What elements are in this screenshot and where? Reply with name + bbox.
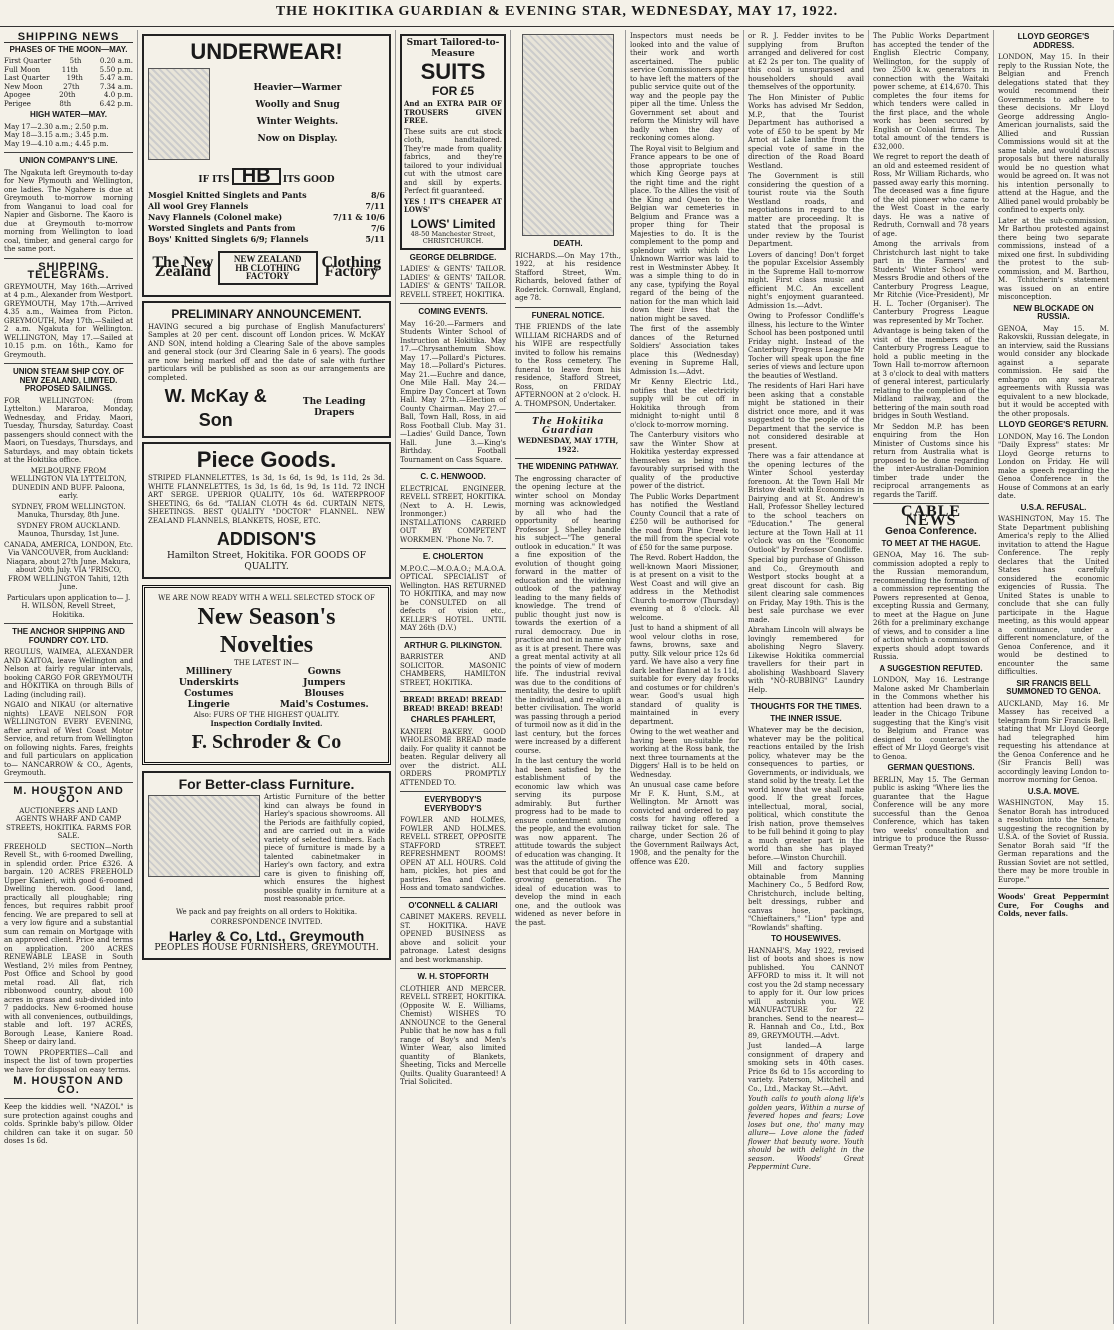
col7-text-4: Advantage is being taken of the visit of the members of the Canterbury Progress League to hold a public meeting in the Town Hall to-morrow afternoon at 3 o'clock to deal with matters of general interest, particularly relating to the completion of the Midland railway, and the bettering of the main south road bridges in South Westland. [873,327,989,420]
column-7 [869,30,994,1324]
novelty-item: Jumpers [303,678,346,688]
particulars-text: Particulars upon application to— J. H. WILSON, Revell Street, Hokitika. [6,593,131,619]
preliminary-ad [142,301,391,439]
col5-text-3: The first of the assembly dances of the Returned Soldiers' Association takes place this (Wednesday) evening in Supreme Hall, Admission 1s.—Advt. [630,325,739,376]
usscoy-heading: UNION STEAM SHIP COY. OF NEW ZEALAND, LIMITED. PROPOSED SAILINGS. [13,367,124,393]
paper-title: The Hokitika Guardian [531,415,605,436]
oconnell-text: CABINET MAKERS. REVELL ST. HOKITIKA. HAVE OPENED BUSINESS as above and solicit your patronage. Latest designs and best workmanship. [400,913,506,964]
suggestion-heading: A SUGGESTION REFUTED. [879,663,983,673]
man-illustration [148,68,210,160]
blockade-heading: NEW BLOCKADE ON RUSSIA. [1013,303,1094,321]
furniture-title: For Better-class Furniture. [178,776,355,792]
underwear-line: Woolly and Snug [255,100,340,110]
underwear-line: Winter Weights. [256,117,339,127]
novelties-invite: Inspection Cordially Invited. [210,718,323,728]
telegrams-text: GREYMOUTH, May 16th.—Arrived at 4 p.m., Alexander from Westport. GREYMOUTH, May 17th.—Arrived 4.35 a.m., Waimea from Picton. GREYMOUTH, May 17th.—Sailed at 2 a.m. Ngakuta for Wellington. WELLINGTON, May 17.—Sailed at 10.15 p.m. on 16th., Kamo for Greymouth. [4,282,133,359]
cholerton-heading: E. CHOLERTON [422,552,484,561]
col5-text-6: The Public Works Department has notified the Westland County Council that a rate of £250 will be authorised for the road from Pine Creek to the mill from the special vote of £50 for the same purpose. [630,492,739,552]
novelty-item: Costumes [184,689,234,699]
price-item: Navy Flannels (Colonel make) 7/11 & 10/6 [148,212,385,222]
novelties-also: Also: FURS OF THE HIGHEST QUALITY. [193,711,340,719]
hb-left-text: IF ITS [198,175,230,185]
column-4 [511,30,626,1324]
farms-text: FREEHOLD SECTION—North Revell St., with 6-roomed Dwelling, in splendid order. Price £326. A bargain. 120 ACRES FREEHOLD Upper Kanieri, with good 6-roomed Dwelling thereon. Good land, practically all ploughable; ring fences, but requires rabbit proof fencing. We are prepared to sell at a very low figure and a substantial sum can remain on Mortgage with an approved client. Price and terms on application. 200 ACRES RENEWABLE LEASE in South Westland, 2½ miles from Pentney, Post Office and School by good metal road. All flat, rich ribbonwood country, about 100 acres in grass and sub-divided into 7 paddocks. New 6-roomed house with all conveniences, outbuildings, stable and loft. 197 ACRES, Borough Lease, Kaniere Road. Sheep or dairy land. [4,842,133,1046]
phases-table [4,57,133,108]
novelty-item: Underskirts [178,678,239,688]
col6-text-1: or R. J. Fedder invites to be supplying from Brufton arranged and delivered for cost at £2 2s per ton. The quality of this coal is unsurpassed and householders should avail themselves of the opportunity. [748,32,864,91]
nz-right: Clothing Factory [321,254,382,280]
blockade-text: GENOA, May 15. M. Rakovskii, Russian delegate, in an interview, said the Russians would consider any blockade against a separate commission. He said the embargo on any separate agreements with Russia was equivalent to a new blockade, but it would be accepted with the other proposals. [998,324,1109,418]
col5-text-10: An unusual case came before Mr F. K. Hunt, S.M., at Wellington. Mr Arnott was convicted and ordered to pay costs for having offered a railway ticket for sale. The charge, under Section 26 of the Government Railways Act, 1908, and the penalty for the offence was £20. [630,781,739,866]
furniture-text: Artistic Furniture of the better kind can always be found in Harley's spacious showrooms. All the Periods are faithfully copied, and are carried out in a wide variety of selected timbers. Each piece of furniture is made by a talented cabinetmaker in Harley's own factory, and extra care is given to finishing off, which ensures the highest possible quality in furniture at a most reasonable price. [264,793,385,903]
col5-text-2: The Royal visit to Belgium and France appears to be one of those appropriate touches which King George pays at the right time and the right place. To the Allies the visit of the King and Queen to the Belgian war cemeteries in Belgium and France was a proper thing for Their Majesties to do. It is the complement to the pomp and splendour with which the Unknown Warrior was laid to rest in Westminster Abbey. It was a simple thing to do in any case, typifying the Royal regard of the being of the nation for the man which laid down their lives that the nation might be saved. [630,144,739,323]
suits-ad [400,34,506,250]
high-water-row: May 18—3.15 a.m.; 3.45 p.m. [4,131,109,139]
funeral-heading: FUNERAL NOTICE. [531,310,605,320]
col5-text-7: The Revd. Robert Haddon, the well-known Maori Missioner, is at present on a visit to the West Coast and will give an address in the Methodist Church to-morrow (Thursday) evening at 8 o'clock. All welcome. [630,554,739,622]
column-6 [744,30,869,1324]
henwood-heading: C. C. HENWOOD. [420,472,486,481]
novelty-item: Gowns [307,667,341,677]
hb-logo: HB [232,168,281,185]
canada-text: CANADA, AMERICA, LONDON, Etc. Via VANCOUVER, from Auckland: Niagara, about 27th June. Makura, about 20th July. VIA 'FRISCO, FROM WELLINGTON Tahiti, 12th June. [4,540,133,591]
sydney-text: SYDNEY, FROM WELLINGTON. Manuka, Thursday, 8th June. [11,502,126,519]
stopforth-text: CLOTHIER AND MERCER. REVELL STREET, HOKITIKA. (Opposite W. E. Williams, Chemist) WISHES TO ANNOUNCE to the General Public that he now has a full range of Boy's and Men's Winter Wear, also limited quantity of Blankets, Sheeting, Ticks and Mercelle Quilts. Quality Guaranteed! A Trial Solicited. [400,984,506,1086]
bread-text: BREAD! BREAD! BREAD! BREAD! BREAD! BREAD! [403,695,503,713]
houston-heading: M. HOUSTON AND CO. [13,784,124,805]
mill-text: Mill and factory supplies obtainable from Manning Machinery Co., 5 Bedford Row, Christchurch, include belting, belt dressings, rubber and canvas hose, packings, "Chieftainers," "Lion" type and "Rowlands" shafting. [748,864,864,932]
price-item: Mosgiel Knitted Singlets and Pants 8/6 [148,190,385,200]
preliminary-title: PRELIMINARY ANNOUNCEMENT. [171,306,362,321]
novelty-item: Blouses [304,689,344,699]
usa-heading: U.S.A. REFUSAL. [1020,502,1087,512]
funeral-text: THE FRIENDS of the late WILLIAM RICHARDS and of his WIFE are respectfully invited to follow his remains to the Ross cemetery. The funeral to leave from his residence, Stafford Street, Ross, on FRIDAY AFTERNOON at 2 o'clock. H. A. THOMPSON, Undertaker. [515,323,621,408]
addison-name: ADDISON'S [216,529,317,549]
suggestion-text: LONDON, May 16. Lestrange Malone asked Mr Chamberlain in the Commons whether his attention had been drawn to a leader in the Chicago Tribune suggesting that the King's visit to Belgium and France was designed to counteract the effect of Mr Lloyd George's visit to Genoa. [873,676,989,761]
harley-sub: PEOPLES HOUSE FURNISHERS, GREYMOUTH. [154,942,379,953]
shipping-heading: SHIPPING NEWS [4,33,133,43]
col6-text-9: Abraham Lincoln will always be lovingly remembered for abolishing Negro Slavery. Likewise Hokitika commercial travellers for their part in abolishing Washboard Slavery with "NO-RUBBING" Laundry Help. [748,626,864,694]
high-water-row: May 17—2.30 a.m.; 2.50 p.m. [4,122,109,131]
thoughts-text: Whatever may be the decision, whatever may be the political reactions entailed by the Irish policy, whatever may be the consequences to parties, or Governments, or individuals, we stand solid by the treaty. Let the world know that we shall make good. If the great forces, intellectual, moral, social, political, which constitute the Irish nation, prove themselves to be full behind it going to play a much greater part in the world than she has played before.—Winston Churchill. [748,726,864,862]
underwear-lines [210,77,385,151]
tobacco-text: Just landed—A large consignment of drapery and smoking sets in 40th cases. Price 8s 6d to 15s according to variety. Paterson, Mitchell and Co., Ltd., Mackay St.—Advt. [748,1042,864,1093]
column-5 [626,30,744,1324]
novelty-item: Lingerie [187,700,230,710]
novelties-pre: WE ARE NOW READY WITH A WELL SELECTED STOCK OF [158,594,375,602]
phase-row: Perigee 8th 6.42 p.m. [4,99,133,108]
anchor-text: REGULUS, WAIMEA, ALEXANDER AND KAITOA, leave Wellington and Nelson at fairly regular intervals, booking CARGO FOR GREYMOUTH and HOKITIKA on through Bills of Lading (including rail). [4,648,133,699]
stopforth-heading: W. H. STOPFORTH [417,972,489,981]
editorial-text-2: In the last century the world had been satisfied by the establishment of the economic law which was serving its purpose admirably. But further progress had to be made to ensure contentment among the people, and the evolution was now apparent. The attitude towards the subject of education was changing. It was the attitude of giving the best that could be got for the growing generation. The ideal of education was to develop the mind in each one, and the outlook was widened as never before in the past. [515,757,621,927]
mckay-name: W. McKay & Son [164,386,267,430]
phase-row: Last Quarter 19th 5.47 a.m. [4,74,133,82]
lows-addr: 48-50 Manchester Street, CHRISTCHURCH. [410,229,496,245]
everybody-text: FOWLER AND HOLMES, FOWLER AND HOLMES. REVELL STREET, OPPOSITE STAFFORD STREET. REFRESHMENT ROOMS! OPEN AT ALL HOURS. Cold ham, pickles, hot pies and pastries. Tea and Coffee. Hoss and tomato sandwiches. [400,816,506,892]
melbourne-text: MELBOURNE FROM WELLINGTON VIA LYTTELTON, DUNEDIN AND BUFF. Paloona, early. [10,466,127,500]
housewives-heading: TO HOUSEWIVES. [771,934,841,943]
column-2 [138,30,396,1324]
col6-text-8: Special big purchase of Ghisson and Co., Greymouth and Westport stocks bought at a great discount for cash. Big silent clearing sale commences on Friday, May 19th. This is the best sale purchase we ever made. [748,556,864,624]
col8-footer: Woods' Great Peppermint Cure, For Coughs and Colds, never fails. [998,892,1109,918]
suits-price: FOR £5 [431,84,474,98]
suits-cheaper: YES ! IT'S CHEAPER AT LOWS' [404,196,502,214]
novelties-latest: THE LATEST IN— [234,658,299,667]
union-heading: UNION COMPANY'S LINE. [19,156,118,165]
verse-text: Youth calls to youth along life's golden years, Within a nurse of fevered hopes and fears; Love loses but one, tho' many may allure— Love alone the faded flower that beauty wore. Youth should be with delight in the season. Woods' Great Peppermint Cure. [748,1095,864,1171]
col6-text-6: The residents of Hari Hari have been asking that a constable might be stationed in their district once more, and it was suggested to the people of the Department that the service is not considered desirable at present. [748,382,864,450]
nikau-text: NGAIO and NIKAU (or alternative nights) LEAVE NELSON FOR WELLINGTON EVERY EVENING, after arrival of West Coast Motor Service, and return from Wellington on following nights. Fares, freights and full particulars on application to— NANCARROW & CO., Agents, Greymouth. [4,701,133,777]
mckay-sub: The Leading Drapers [302,397,366,418]
novelties-title: New Season's Novelties [197,603,336,658]
union-text: The Ngakuta left Greymouth to-day for New Plymouth and Wellington, one ladies. The Ngahere is due at Greymouth to-morrow morning from Wanganui to load coal for Napier and Gisborne. The Kaoro is due at Greymouth to-morrow morning from Wellington to load coal, timber, and general cargo for the same port. [4,168,133,253]
german-heading: GERMAN QUESTIONS. [887,763,975,772]
suits-text: These suits are cut stock cloth, handtailored. They're made from quality fabrics, and they're tailored to your individual cut with the utmost care and skill by experts. Perfect fit guaranteed. [404,127,502,195]
col5-text-8: Just to hand a shipment of all wool velour cloths in rose, fawns, browns, saxe and putty. Silk velour price 12s 6d yard. We have also a very fine dark leather flannel at 1s 11d, suitable for every day frocks and costumes or for children's wear. Good's usual high standard of quality is maintained in every department. [630,624,739,726]
col5-text-5: The Canterbury visitors who saw the Winter Show at Hokitika yesterday expressed themselves as being most favourably surprised with the quality of the productive power of the district. [630,431,739,490]
pfahlert-heading: CHARLES PFAHLERT, [410,715,496,724]
col6-text-5: Owing to Professor Condliffe's illness, his lecture to the Winter School has been postponed until Friday night. Instead of the Canterbury Progress League Mr Tocher will speak upon the fine series of views and lecture upon the beauties of Westland. [748,312,864,380]
phases-heading: PHASES OF THE MOON—MAY. [9,44,128,54]
editorial-heading: THE WIDENING PATHWAY. [517,462,619,471]
editorial-text: The engrossing character of the opening lecture at the winter school on Monday morning was acknowledged by all who had the opportunity of hearing Professor J. Shelley handle his subject—"The general outlook in education." It was a fine exposition of the evolution of thought going forward in the matter of education and the widening outlook of the pathway leading to the many fields of knowledge. The trend of public thought just now is towards the exertion of a rural democracy. Due in practice and not in name only as it is at present. There was a great mental activity at all the points of view of modern life. The industrial revival was due to the conditions of mentality, the desire to uplift the individual, and re-align a better civilisation. The world was passing through a period of turmoil now as it did in the last century, but the forces were increased by a different course. [515,474,621,755]
suits-sub: And an EXTRA PAIR OF TROUSERS GIVEN FREE. [404,99,502,125]
usa-move-text: WASHINGTON, May 15. Senator Borah has introduced a resolution into the Senate, suggesting the recognition by U.S.A. of the Soviet of Russia. Senator Borah said "If the German reparations and the Russian Soviet are not settled, there may be more trouble in Europe." [998,799,1109,884]
underwear-line: Heavier—Warmer [253,83,342,93]
death-text: RICHARDS.—On May 17th., 1922, at his residence Stafford Street, Wm. Richards, beloved father of Roderick. Cornwall, England, age 78. [515,251,621,302]
lgr-heading: LLOYD GEORGE'S RETURN. [998,420,1109,429]
col5-text-9: Owing to the wet weather and having been un-suitable for working at the Ross bank, the next three tournaments at the Diggers' Hall is to be held on Wednesday. [630,728,739,779]
col6-text-2: The Hon Minister of Public Works has advised Mr Seddon, M.P., that the Tourist Department has authorised a vote of £50 to be spent by Mr Arnot at Lake Ianthe from the special vote of same in the direction of the Road Board Westland. [748,93,864,170]
col7-text-1: The Public Works Department has accepted the tender of the English Electric Company, Wellington, for the supply of two 2500 k.w. generators in connection with the Waitaki power scheme, at £14,670. This completes the four items for which tenders were called in the first place, and the whole work has been secured by English or Colonial firms. The total amount of the tenders is £32,000. [873,32,989,151]
usa-move-heading: U.S.A. MOVE. [1027,786,1080,796]
delbridge-text: LADIES' & GENTS' TAILOR. LADIES' & GENTS' TAILOR. LADIES' & GENTS' TAILOR. REVELL STREET, HOKITIKA. [400,265,506,299]
death-heading: DEATH. [553,239,583,248]
column-1 [0,30,138,1324]
column-3 [396,30,511,1324]
events-text: May 16-20.—Farmers and Students Winter School of Instruction at Hokitika. May 17.—Chrysanthemum Show. May 17.—Pollard's Pictures. May 18.—Pollard's Pictures. May 21.—Euchre and dance, One Mile Hall. May 24.—Empire Day Concert at Town Hall. May 27th.—Election of County Chairman. May 27.—Ball, Town Hall, Ross, in aid Ross Football Club. May 31.—Ladies' Guild Dance, Town Hall. June 3.—King's Birthday. Football Tournament on Cass Square. [400,319,506,464]
phase-row: First Quarter 5th 0.20 a.m. [4,57,133,65]
column-8 [994,30,1114,1324]
phase-row: New Moon 27th 7.34 a.m. [4,82,133,91]
genoa-text: GENOA, May 16. The sub-commission adopted a reply to the Russian memorandum, recommending the formation of a commission representing the Powers represented at Genoa, excepting Russia and Germany, to meet at the Hague on June 26th for a preliminary exchange of views, and to consider a line of action which a commission of experts should adopt towards Russia. [873,551,989,661]
usa-text: WASHINGTON, May 15. The State Department publishing America's reply to the Allied invitation to attend the Hague Conference. The reply declares that the United States has carefully considered the economic exigencies of Russia. The United States is unable to conclude that she can fully participate in the Hague meeting, as this would appear a continuance, under a different nomenclature, of the Genoa Conference, and it would be destined to encounter the same difficulties. [998,515,1109,676]
underwear-line: Now on Display. [257,134,338,144]
lows-name: LOWS' Limited [410,216,496,231]
german-text: BERLIN, May 15. The German public is asking "Where lies the guarantee that the Hague Conference will be any more successful than the Genoa Conference, which has taken two weeks' consultation and intrigue to produce the Russo-German Treaty?" [873,775,989,852]
masthead: THE HOKITIKA GUARDIAN & EVENING STAR, WEDNESDAY, MAY 17, 1922. [0,4,1114,27]
novelties-ad [142,585,391,765]
auckland-text: SYDNEY FROM AUCKLAND. Maunoa, Thursday, 1st June. [16,521,121,538]
underwear-ad [142,34,391,297]
genoa-heading: Genoa Conference. [885,526,977,537]
novelties-grid [151,667,382,711]
nz-logo: NEW ZEALAND HB CLOTHING FACTORY [218,251,318,285]
col5-text-1: Inspectors must needs be looked into and the value of their work and worth ascertained. The public service Commissioners appear to have left the matters of the public service quite out of the way and the people pay the piper all the time. Unless the Government set about and reform the Ministry will have badly when the day of reckoning comes along. [630,32,739,142]
sfb-heading: SIR FRANCIS BELL SUMMONED TO GENOA. [1006,678,1101,696]
thoughts-sub: THE INNER ISSUE. [770,713,842,723]
hb-right-text: ITS GOOD [282,175,335,185]
lg-text-2: Later at the sub-commission, Mr Barthou protested against there being two separate commissions, instead of a mixed one first. In subdividing the protest to the sub-commission, and M. Barthou, M. Tchitcherin's statement was issued on an entire misconception. [998,216,1109,301]
henwood-text: ELECTRICAL ENGINEER. REVELL STREET, HOKITIKA. (Next to A. H. Lewis, Ironmonger.) INSTALLATIONS CARRIED OUT BY COMPETENT WORKMEN. 'Phone No. 7. [400,484,506,544]
dining-room-illustration [148,795,260,877]
furniture-ad [142,771,391,960]
nazol-text: Keep the kiddies well. "NAZOL" is sure protection against coughs and colds. Sprinkle baby's pillow. Older children can take it on sugar. 50 doses 1s 6d. [4,1103,133,1145]
piece-goods-text: STRIPED FLANNELETTES, 1s 3d, 1s 6d, 1s 9d, 1s 11d, 2s 3d. WHITE FLANNELETTES, 1s 3d, 1s 6d, 1s 9d, 1s 11d. 72 INCH ART SERGE. UPERIOR QUALITY, 10s 6d. WATERPROOF SHEETING, 6s 6d. "TALIAN CLOTH 4s 6d. CURTAIN NETS, SHEETINGS. BEST QUALITY "DOCTOR" FLANNEL. NEW ZEALAND FLANNELS, BLANKETS, HOSE, ETC. [148,474,385,525]
genoa-sub: TO MEET AT THE HAGUE. [881,538,981,548]
preliminary-text: HAVING secured a big purchase of English Manufacturers' Samples at 20 per cent. discount off London prices. W. McKAY AND SON, intend holding a Clearing Sale of the above samples and general stock (our 3rd Clearing Sale in 6 years). The goods are now being marked off and the date of sale with further particulars will be published as soon as our arrangements are completed. [148,322,385,382]
price-item: Worsted Singlets and Pants from 7/6 [148,223,385,233]
pfahlert-text: KANIERI BAKERY. GOOD WHOLESOME BREAD made daily. For quality it cannot be beaten. Regular delivery all over the district. ALL ORDERS PROMPTLY ATTENDED TO. [400,727,506,787]
high-water-list [4,123,133,149]
paper-date: WEDNESDAY, MAY 17TH, 1922. [517,436,619,454]
piece-goods-title: Piece Goods. [196,447,337,472]
novelty-item: Maid's Costumes. [279,700,369,710]
harley-name: Harley & Co, Ltd., Greymouth [168,927,365,944]
cable-heading: CABLE NEWS [900,503,962,529]
underwear-title: UNDERWEAR! [190,39,343,64]
delbridge-heading: GEORGE DELBRIDGE. [409,252,497,262]
col7-text-5: Mr Seddon M.P. has been enquiring from the Hon Minister of Customs since his return from Australia what is proposed to be done regarding the inter-Australian-Dominion timber trade under the reciprocal arrangements as regards the Tariff. [873,422,989,499]
price-item: All wool Grey Flannels 7/11 [148,201,385,211]
housewives-text: HANNAH'S, May 1922, revised list of boots and shoes is now published. You CANNOT AFFORD to miss it. It will not cost you the 2d stamp necessary to apply for it. Our low prices will astonish you. WE MANUFACTURE for 22 branches. Send to the nearest—R. Hannah and Co., Ltd., Box 89, GREYMOUTH.—Advt. [748,946,864,1040]
thoughts-heading: THOUGHTS FOR THE TIMES. [750,702,862,711]
col7-text-2: We regret to report the death of an old and esteemed resident of Ross, Mr William Richards, who passed away early this morning. The deceased was a fine figure of the old pioneer who came to the West Coast in the early days. He was a native of Redruth, Cornwall and 78 years of age. [873,153,989,238]
houston-heading-2: M. HOUSTON AND CO. [13,1075,124,1096]
oconnell-heading: O'CONNELL & CALIARI [408,900,498,910]
high-water-row: May 19—4.10 a.m.; 4.45 p.m. [4,139,109,148]
novelty-item: Millinery [185,667,232,677]
suit-man-illustration [522,34,614,236]
col5-text-4: Mr Kenny Electric Ltd., notifies that the electricity supply will be cut off in Hokitika through from midnight to-night until 8 o'clock to-morrow morning. [630,378,739,429]
lg-text: LONDON, May 15. In their reply to the Russian Note, the Belgian and French delegations stated that they would recommend their Governments to adhere to these decisions. Mr Lloyd George addressing Anglo-American journalists, said the Allied and Russian Commissions would sit at the same table, and would discuss proposals but there naturally would be no question what would be agreed on. It was not his intention personally to attend at the Hague, and the Allied panel would probably be confined to experts only. [998,53,1109,214]
telegrams-heading: SHIPPING TELEGRAMS. [27,260,110,281]
suits-title: SUITS [420,59,486,84]
harley-note: We pack and pay freights on all orders to Hokitika. [175,907,358,916]
pilkington-heading: ARTHUR G. PILKINGTON. [403,640,503,650]
phase-row: Apogee 20th 4.0 p.m. [4,91,133,99]
col6-text-7: There was a fair attendance at the opening lectures of the Winter School yesterday forenoon. At the Town Hall Mr Bristow dealt with Economics in Dairying and at St. Andrew's Hall, Professor Shelley lectured to the school teachers on "Education." The general lecture at the Town Hall at 11 o'clock was on the "Economic Outlook" by Professor Condliffe. [748,452,864,554]
high-water-heading: HIGH WATER—MAY. [30,110,107,119]
sfb-text: AUCKLAND, May 16. Mr Massey has received a telegram from Sir Francis Bell, stating that Mr Lloyd George had telegraphed him requesting his attendance at the Genoa Conference and he (Sir Francis Bell) was accordingly leaving London to-morrow morning for Genoa. [998,699,1109,784]
phase-row: Full Moon 11th 5.50 p.m. [4,65,133,74]
nz-left: The New Zealand [152,254,214,280]
harley-corr: CORRESPONDENCE INVITED. [210,918,323,926]
col6-text-3: The Government is still considering the question of a tourist route via the South Westland roads, and negotiations in regard to the matter are proceeding. It is stated that the proposal is under review by the Tourist Department. [748,172,864,248]
schroder-name: F. Schroder & Co [191,731,342,753]
price-list [148,190,385,245]
piece-goods-ad [142,442,391,579]
suits-pre: Smart Tailored-to-Measure [406,38,500,59]
pilkington-text: BARRISTER AND SOLICITOR. MASONIC CHAMBERS, HAMILTON STREET, HOKITIKA. [400,653,506,687]
usscoy-text: FOR WELLINGTON: (from Lyttelton.) Mararoa, Monday, Wednesday, and Friday. Maori, Tuesday, Thursday, Saturday. Coast passengers should connect with the Maori, on Tuesdays, Thursdays, and Saturdays, and may obtain tickets at the Hokitika office. [4,396,133,464]
col7-text-3: Among the arrivals from Christchurch last night to take part in the Farmers' and Students' Winter School were Messrs Brodie and others of the Canterbury Progress League, Mr Ritchie (Vice-President), Mr H. L. Tocher (Organiser). The Canterbury Progress League was represented by Mr Tocher. [873,240,989,325]
cholerton-text: M.P.O.C.—M.O.A.O.; M.A.O.A. OPTICAL SPECIALIST of Wellington. HAS RETURNED TO HOKITIKA, and may now be CONSULTED on all defects of vision etc., KELLER'S HOTEL. UNTIL MAY 26th (D.V.) [400,564,506,632]
lg-heading: LLOYD GEORGE'S ADDRESS. [1017,32,1090,50]
anchor-heading: THE ANCHOR SHIPPING AND FOUNDRY COY. LTD. [12,627,125,645]
town-text: TOWN PROPERTIES—Call and inspect the list of town properties we have for disposal on easy terms. [4,1048,133,1074]
everybody-heading: EVERYBODY'S EVERYBODY'S [424,795,482,813]
price-item: Boys' Knitted Singlets 6/9; Flannels 5/11 [148,234,385,244]
lgr-text: LONDON, May 16. The London "Daily Express" states: Mr Lloyd George returns to London on Friday. He will make a speech regarding the Genoa Conference in the House of Commons at an early date. [998,432,1109,500]
houston-sub: AUCTIONEERS AND LAND AGENTS WHARF AND CAMP STREETS, HOKITIKA. FARMS FOR SALE. [6,806,131,840]
col6-text-4: Lovers of dancing! Don't forget the popular Excelsior Assembly in the Supreme Hall to-morrow night. First class music and efficient M.C. An excellent night's enjoyment guaranteed. Admission 1s.—Advt. [748,250,864,310]
events-heading: COMING EVENTS. [418,307,488,316]
addison-sub: Hamilton Street, Hokitika. FOR GOODS OF QUALITY. [167,551,366,572]
